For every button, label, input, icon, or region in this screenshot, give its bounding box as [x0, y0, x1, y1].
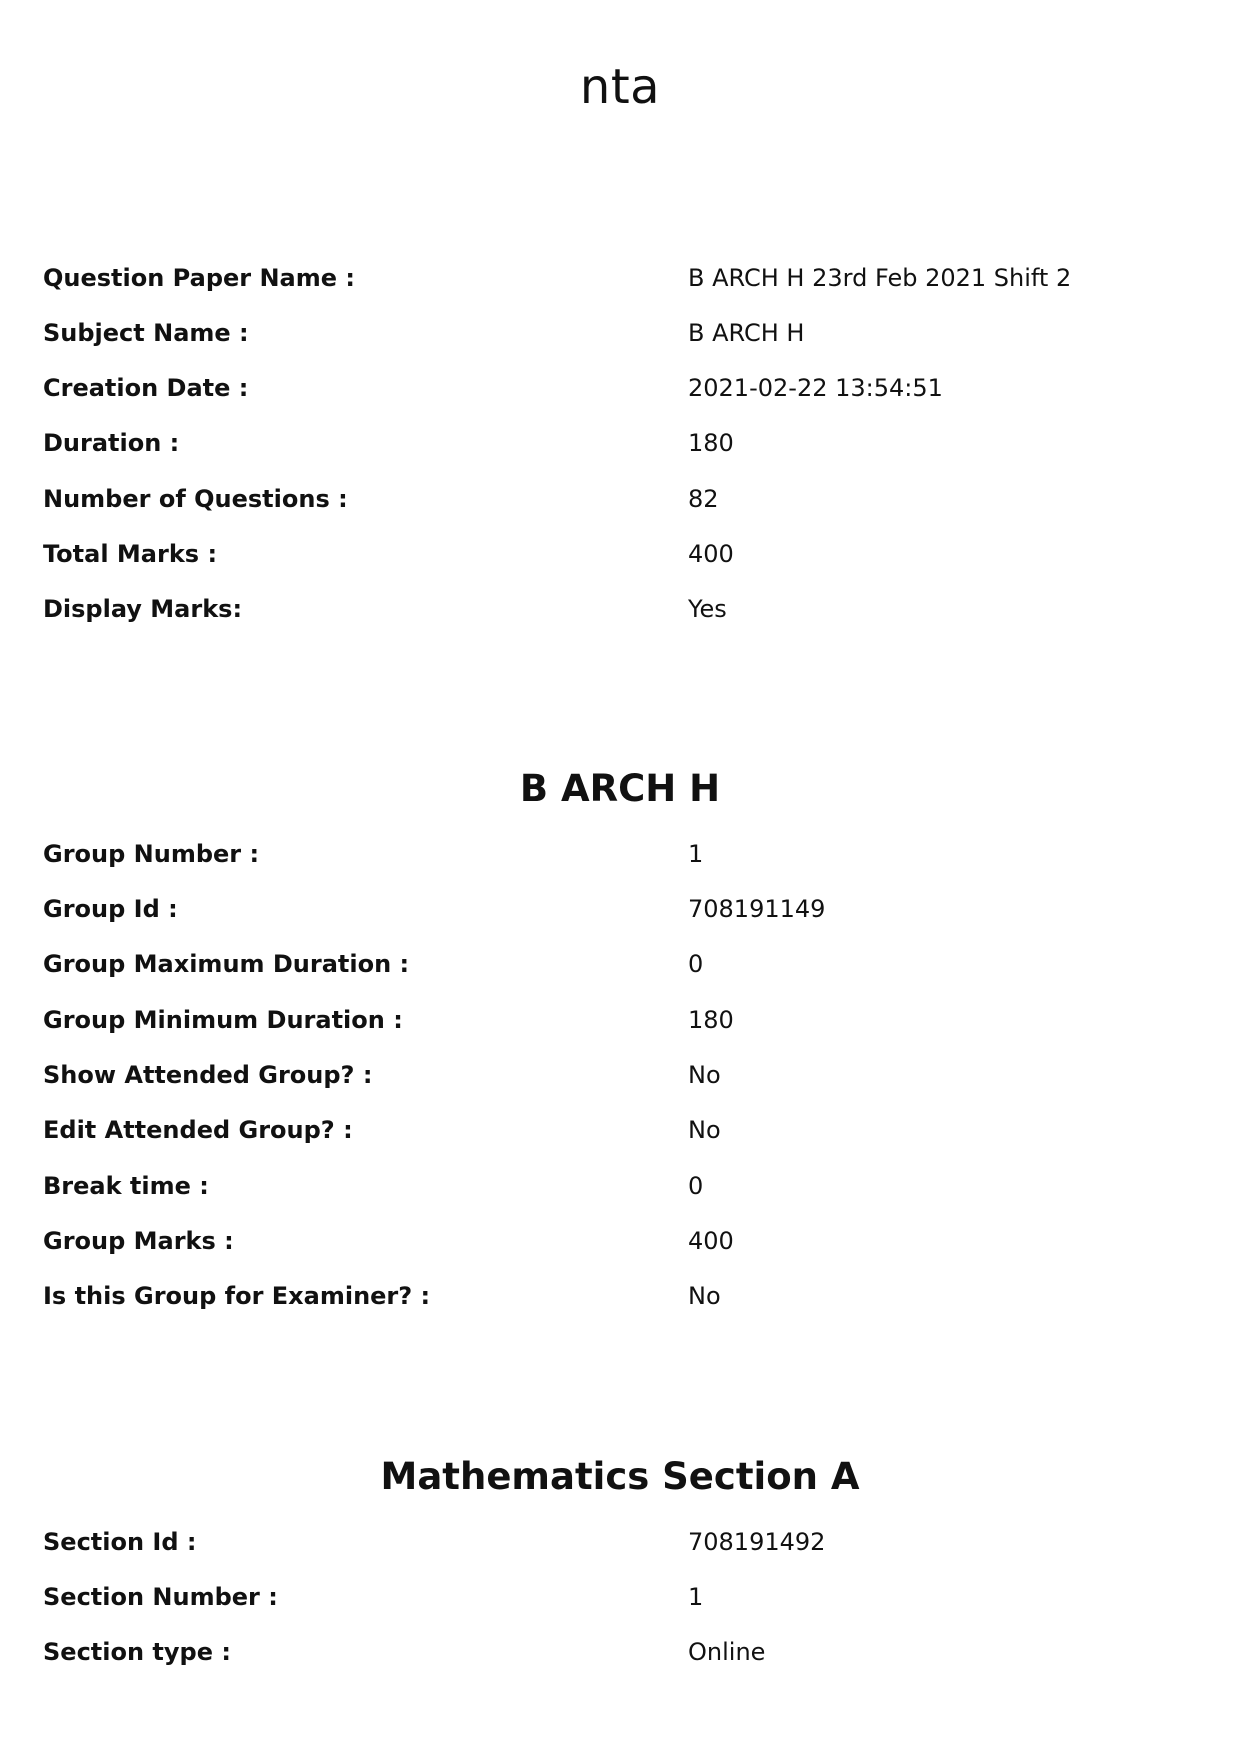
group-heading: B ARCH H: [519, 767, 721, 810]
section-label: Section type :: [43, 1638, 231, 1666]
group-value: 0: [688, 950, 704, 978]
section-label: Section Id :: [43, 1528, 197, 1556]
group-row-examiner: [43, 1276, 1203, 1316]
group-row-min-duration: [43, 1000, 1203, 1040]
info-label: Duration :: [43, 429, 180, 457]
info-value: B ARCH H: [688, 319, 805, 347]
group-value: 1: [688, 840, 704, 868]
group-label: Group Number :: [43, 840, 260, 868]
info-value: Yes: [688, 595, 727, 623]
group-row-show-attended: [43, 1055, 1203, 1095]
info-row-paper-name: [43, 258, 1203, 298]
group-label: Group Marks :: [43, 1227, 234, 1255]
group-row-number: [43, 834, 1203, 874]
group-row-edit-attended: [43, 1110, 1203, 1150]
group-row-marks: [43, 1221, 1203, 1261]
group-row-max-duration: [43, 944, 1203, 984]
info-row-number-of-questions: [43, 479, 1203, 519]
group-value: 0: [688, 1172, 704, 1200]
section-row-id: [43, 1522, 1203, 1562]
info-value: 2021-02-22 13:54:51: [688, 374, 943, 402]
group-value: No: [688, 1282, 721, 1310]
info-label: Creation Date :: [43, 374, 249, 402]
group-label: Group Minimum Duration :: [43, 1006, 403, 1034]
section-value: 1: [688, 1583, 704, 1611]
info-row-subject-name: [43, 313, 1203, 353]
group-label: Is this Group for Examiner? :: [43, 1282, 431, 1310]
section-label: Section Number :: [43, 1583, 278, 1611]
info-value: 400: [688, 540, 734, 568]
group-row-id: [43, 889, 1203, 929]
group-value: No: [688, 1116, 721, 1144]
group-label: Group Maximum Duration :: [43, 950, 410, 978]
group-label: Group Id :: [43, 895, 178, 923]
section-row-type: [43, 1632, 1203, 1672]
group-value: 180: [688, 1006, 734, 1034]
info-label: Display Marks:: [43, 595, 243, 623]
group-value: No: [688, 1061, 721, 1089]
info-value: 180: [688, 429, 734, 457]
group-value: 400: [688, 1227, 734, 1255]
group-row-break-time: [43, 1166, 1203, 1206]
section-heading: Mathematics Section A: [380, 1455, 860, 1498]
info-value: B ARCH H 23rd Feb 2021 Shift 2: [688, 264, 1072, 292]
info-row-duration: [43, 423, 1203, 463]
section-row-number: [43, 1577, 1203, 1617]
page-title: nta: [579, 59, 661, 115]
info-label: Subject Name :: [43, 319, 249, 347]
info-row-display-marks: [43, 589, 1203, 629]
info-value: 82: [688, 485, 719, 513]
group-value: 708191149: [688, 895, 826, 923]
info-row-creation-date: [43, 368, 1203, 408]
section-value: Online: [688, 1638, 766, 1666]
group-label: Break time :: [43, 1172, 209, 1200]
info-label: Total Marks :: [43, 540, 218, 568]
info-label: Number of Questions :: [43, 485, 348, 513]
info-row-total-marks: [43, 534, 1203, 574]
group-label: Show Attended Group? :: [43, 1061, 373, 1089]
info-label: Question Paper Name :: [43, 264, 355, 292]
section-value: 708191492: [688, 1528, 826, 1556]
group-label: Edit Attended Group? :: [43, 1116, 353, 1144]
